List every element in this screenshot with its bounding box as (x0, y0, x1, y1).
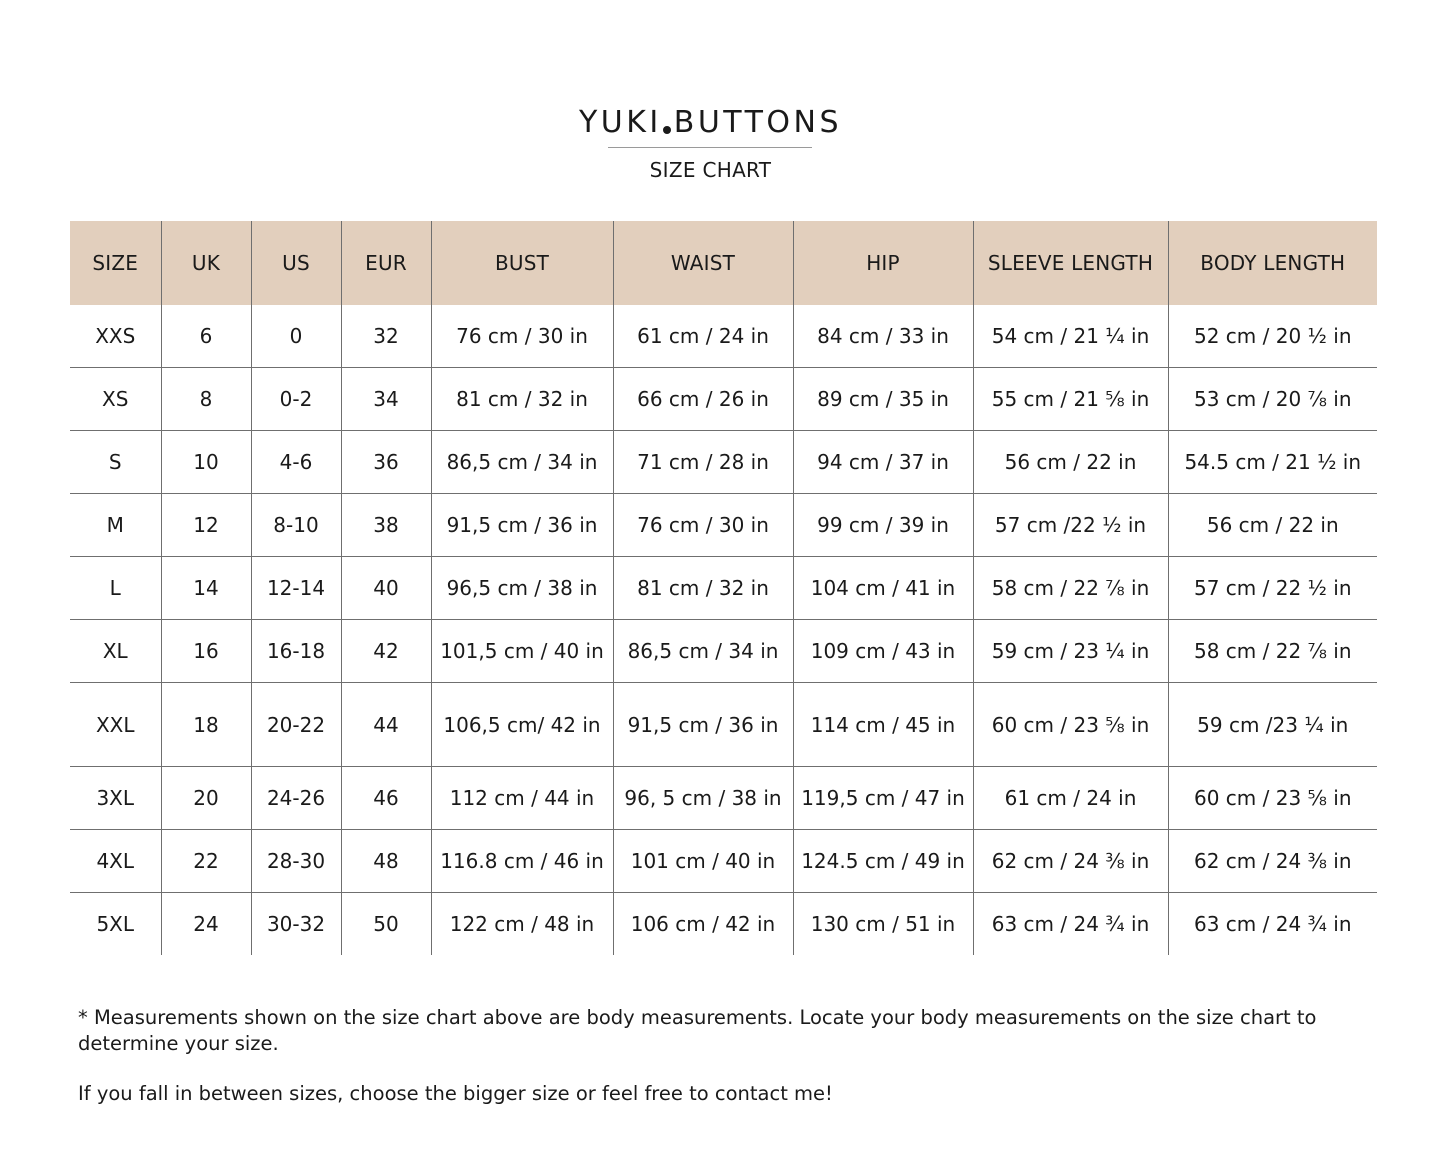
table-row (70, 620, 1377, 683)
brand-dot-icon (663, 126, 671, 134)
table-cell: 16 (161, 620, 251, 683)
table-cell: 20-22 (251, 683, 341, 767)
table-cell: 54 cm / 21 ¼ in (973, 305, 1168, 368)
table-cell: L (70, 557, 161, 620)
table-cell: 36 (341, 431, 431, 494)
table-cell: 55 cm / 21 ⅝ in (973, 368, 1168, 431)
table-cell: 4XL (70, 830, 161, 893)
table-cell: 62 cm / 24 ⅜ in (1168, 830, 1377, 893)
table-cell: XS (70, 368, 161, 431)
table-cell: 104 cm / 41 in (793, 557, 973, 620)
table-cell: 22 (161, 830, 251, 893)
table-cell: 81 cm / 32 in (613, 557, 793, 620)
table-cell: 89 cm / 35 in (793, 368, 973, 431)
table-cell: 63 cm / 24 ¾ in (1168, 893, 1377, 956)
column-header-eur: EUR (341, 221, 431, 305)
table-cell: 8-10 (251, 494, 341, 557)
table-cell: 46 (341, 767, 431, 830)
page-title: SIZE CHART (649, 158, 772, 182)
column-header-sleeve-length: SLEEVE LENGTH (973, 221, 1168, 305)
table-cell: 34 (341, 368, 431, 431)
table-cell: 96,5 cm / 38 in (431, 557, 613, 620)
table-cell: 63 cm / 24 ¾ in (973, 893, 1168, 956)
table-cell: 50 (341, 893, 431, 956)
table-cell: 124.5 cm / 49 in (793, 830, 973, 893)
column-header-hip: HIP (793, 221, 973, 305)
table-cell: 24 (161, 893, 251, 956)
table-cell: 94 cm / 37 in (793, 431, 973, 494)
table-cell: 101 cm / 40 in (613, 830, 793, 893)
table-cell: 32 (341, 305, 431, 368)
column-header-us: US (251, 221, 341, 305)
table-cell: 61 cm / 24 in (613, 305, 793, 368)
table-cell: 109 cm / 43 in (793, 620, 973, 683)
table-cell: 76 cm / 30 in (613, 494, 793, 557)
table-cell: 81 cm / 32 in (431, 368, 613, 431)
table-cell: 71 cm / 28 in (613, 431, 793, 494)
table-cell: 53 cm / 20 ⅞ in (1168, 368, 1377, 431)
table-row (70, 893, 1377, 956)
table-cell: 84 cm / 33 in (793, 305, 973, 368)
table-cell: 48 (341, 830, 431, 893)
table-cell: 0-2 (251, 368, 341, 431)
table-cell: S (70, 431, 161, 494)
table-cell: 59 cm / 23 ¼ in (973, 620, 1168, 683)
table-cell: 101,5 cm / 40 in (431, 620, 613, 683)
table-row (70, 830, 1377, 893)
table-cell: 119,5 cm / 47 in (793, 767, 973, 830)
table-cell: 86,5 cm / 34 in (431, 431, 613, 494)
table-cell: 38 (341, 494, 431, 557)
column-header-bust: BUST (431, 221, 613, 305)
column-header-waist: WAIST (613, 221, 793, 305)
table-cell: 58 cm / 22 ⅞ in (973, 557, 1168, 620)
footnotes (78, 1005, 1398, 1107)
table-cell: 28-30 (251, 830, 341, 893)
table-cell: 12-14 (251, 557, 341, 620)
table-cell: 60 cm / 23 ⅝ in (973, 683, 1168, 767)
table-cell: 24-26 (251, 767, 341, 830)
table-cell: 10 (161, 431, 251, 494)
table-cell: 59 cm /23 ¼ in (1168, 683, 1377, 767)
table-cell: 66 cm / 26 in (613, 368, 793, 431)
table-cell: 30-32 (251, 893, 341, 956)
table-row (70, 683, 1377, 767)
table-cell: 91,5 cm / 36 in (431, 494, 613, 557)
table-row (70, 431, 1377, 494)
table-cell: 8 (161, 368, 251, 431)
table-cell: 62 cm / 24 ⅜ in (973, 830, 1168, 893)
table-cell: 106,5 cm/ 42 in (431, 683, 613, 767)
table-cell: 42 (341, 620, 431, 683)
brand-name-left: YUKI (578, 105, 662, 140)
table-cell: XL (70, 620, 161, 683)
table-cell: 60 cm / 23 ⅝ in (1168, 767, 1377, 830)
table-cell: 4-6 (251, 431, 341, 494)
table-cell: 6 (161, 305, 251, 368)
table-header-row (70, 221, 1377, 305)
table-cell: 122 cm / 48 in (431, 893, 613, 956)
between-sizes-note: If you fall in between sizes, choose the bigger size or feel free to contact me! (78, 1082, 833, 1105)
table-row (70, 767, 1377, 830)
measurement-note: * Measurements shown on the size chart above are body measurements. Locate your body measurements on the size chart to determine your size. (78, 1006, 1317, 1055)
title-divider (608, 147, 812, 148)
table-cell: 12 (161, 494, 251, 557)
table-cell: 116.8 cm / 46 in (431, 830, 613, 893)
table-row (70, 494, 1377, 557)
brand-name-right: BUTTONS (673, 105, 843, 140)
table-cell: 99 cm / 39 in (793, 494, 973, 557)
column-header-size: SIZE (70, 221, 161, 305)
table-cell: 112 cm / 44 in (431, 767, 613, 830)
table-cell: 130 cm / 51 in (793, 893, 973, 956)
table-cell: 91,5 cm / 36 in (613, 683, 793, 767)
table-cell: 52 cm / 20 ½ in (1168, 305, 1377, 368)
column-header-uk: UK (161, 221, 251, 305)
size-chart-table (70, 221, 1377, 955)
table-cell: 16-18 (251, 620, 341, 683)
table-cell: 56 cm / 22 in (1168, 494, 1377, 557)
table-cell: 3XL (70, 767, 161, 830)
table-cell: 0 (251, 305, 341, 368)
table-cell: 106 cm / 42 in (613, 893, 793, 956)
table-cell: 56 cm / 22 in (973, 431, 1168, 494)
table-cell: XXS (95, 324, 136, 348)
table-row (70, 557, 1377, 620)
table-cell: 114 cm / 45 in (793, 683, 973, 767)
table-cell: XXL (70, 683, 161, 767)
table-row (70, 368, 1377, 431)
table-cell: 58 cm / 22 ⅞ in (1168, 620, 1377, 683)
table-cell: 5XL (70, 893, 161, 956)
table-cell: 57 cm /22 ½ in (973, 494, 1168, 557)
table-cell: 61 cm / 24 in (973, 767, 1168, 830)
table-cell: 57 cm / 22 ½ in (1168, 557, 1377, 620)
column-header-body-length: BODY LENGTH (1168, 221, 1377, 305)
table-cell: M (70, 494, 161, 557)
table-cell: 40 (341, 557, 431, 620)
table-cell: 54.5 cm / 21 ½ in (1168, 431, 1377, 494)
brand-logo (0, 103, 1421, 143)
table-cell: 14 (161, 557, 251, 620)
table-cell: 20 (161, 767, 251, 830)
table-cell: 18 (161, 683, 251, 767)
table-row (70, 305, 1377, 368)
table-cell: 44 (341, 683, 431, 767)
table-cell: 76 cm / 30 in (431, 305, 613, 368)
table-cell: 86,5 cm / 34 in (613, 620, 793, 683)
table-cell: 96, 5 cm / 38 in (613, 767, 793, 830)
